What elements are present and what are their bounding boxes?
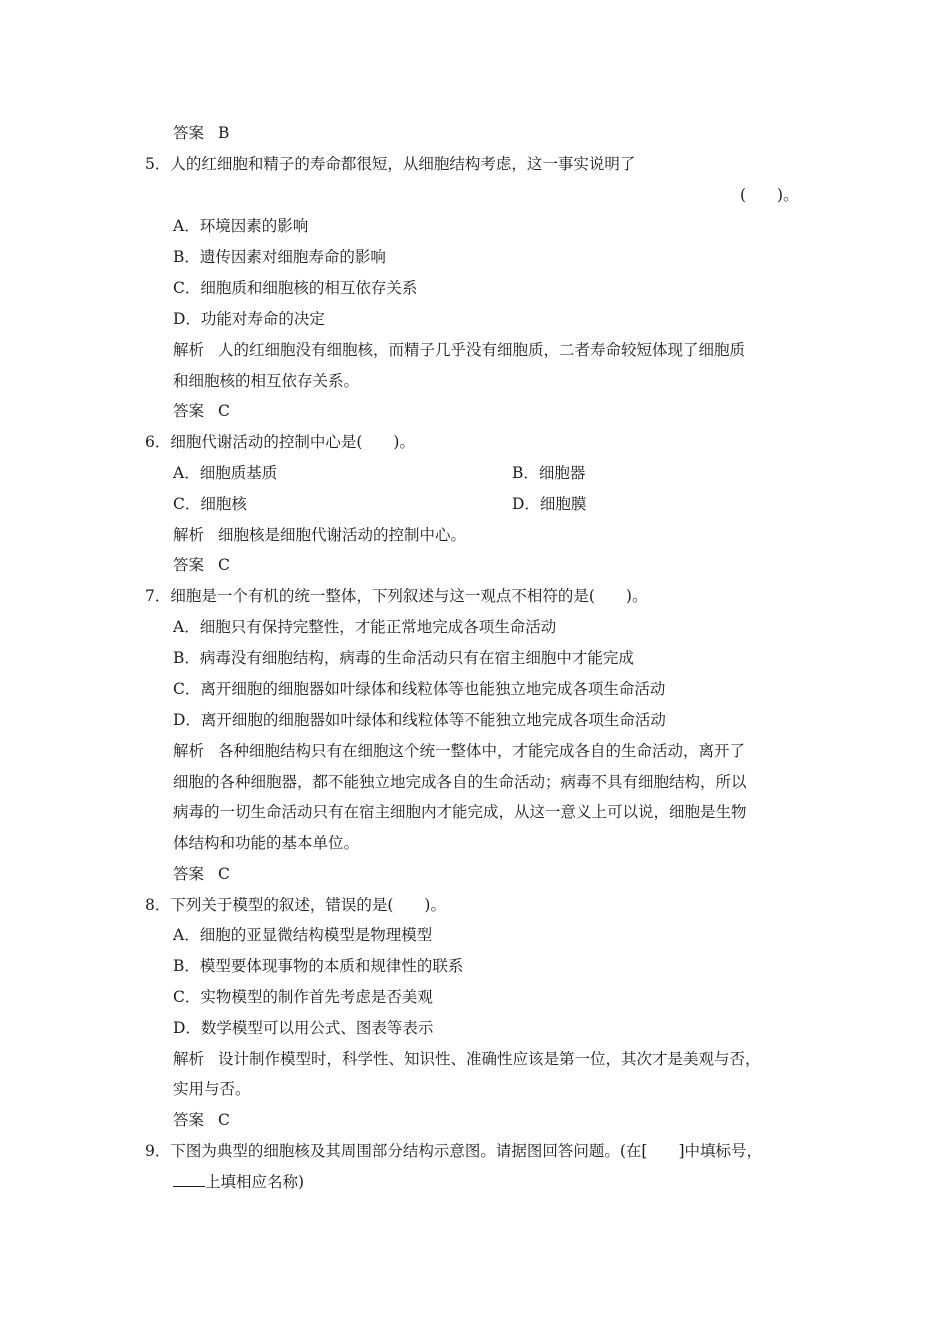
answer-line-q6 bbox=[173, 555, 230, 575]
option-b: B．细胞器 bbox=[512, 464, 586, 482]
option-a: A．细胞质基质 bbox=[173, 464, 278, 482]
analysis-text: 细胞核是细胞代谢活动的控制中心。 bbox=[218, 526, 467, 544]
option-d: D．离开细胞的细胞器如叶绿体和线粒体等不能独立地完成各项生命活动 bbox=[173, 711, 666, 729]
question-8-stem bbox=[145, 895, 446, 915]
option-b: B．病毒没有细胞结构，病毒的生命活动只有在宿主细胞中才能完成 bbox=[173, 649, 634, 667]
question-text: 下图为典型的细胞核及其周围部分结构示意图。请据图回答问题。(在[ ]中填标号， bbox=[170, 1142, 763, 1160]
answer-value: C bbox=[218, 402, 230, 420]
answer-line-q4 bbox=[173, 123, 229, 143]
option-b: B．模型要体现事物的本质和规律性的联系 bbox=[173, 957, 464, 975]
fill-blank bbox=[173, 1172, 205, 1187]
question-text: 细胞代谢活动的控制中心是( )。 bbox=[170, 433, 415, 451]
answer-label: 答案 bbox=[173, 402, 205, 420]
question-9-stem bbox=[145, 1141, 762, 1161]
answer-line-q7 bbox=[173, 864, 230, 884]
analysis-text: 各种细胞结构只有在细胞这个统一整体中，才能完成各自的生命活动，离开了 bbox=[218, 742, 746, 760]
answer-value: C bbox=[218, 865, 230, 883]
option-d: D．数学模型可以用公式、图表等表示 bbox=[173, 1019, 434, 1037]
answer-label: 答案 bbox=[173, 865, 205, 883]
answer-value: B bbox=[218, 124, 230, 142]
option-c: C．实物模型的制作首先考虑是否美观 bbox=[173, 988, 433, 1006]
analysis-label: 解析 bbox=[173, 742, 205, 760]
answer-label: 答案 bbox=[173, 124, 205, 142]
option-a: A．细胞的亚显微结构模型是物理模型 bbox=[173, 926, 433, 944]
question-text: 细胞是一个有机的统一整体，下列叙述与这一观点不相符的是( )。 bbox=[170, 587, 648, 605]
answer-label: 答案 bbox=[173, 1111, 205, 1129]
option-c: C．细胞核 bbox=[173, 495, 247, 513]
option-c: C．细胞质和细胞核的相互依存关系 bbox=[173, 279, 418, 297]
answer-line-q8 bbox=[173, 1110, 230, 1130]
question-number: 5． bbox=[145, 155, 171, 173]
answer-value: C bbox=[218, 1111, 230, 1129]
analysis-line bbox=[173, 525, 466, 545]
answer-value: C bbox=[218, 556, 230, 574]
analysis-label: 解析 bbox=[173, 341, 205, 359]
option-d: D．细胞膜 bbox=[512, 495, 587, 513]
question-number: 8． bbox=[145, 896, 171, 914]
question-5-stem bbox=[145, 154, 635, 174]
analysis-line bbox=[173, 741, 745, 761]
option-d: D．功能对寿命的决定 bbox=[173, 310, 325, 328]
option-a: A．环境因素的影响 bbox=[173, 217, 309, 235]
answer-label: 答案 bbox=[173, 556, 205, 574]
question-number: 7． bbox=[145, 587, 171, 605]
analysis-line bbox=[173, 340, 745, 360]
analysis-label: 解析 bbox=[173, 1050, 205, 1068]
question-6-stem bbox=[145, 432, 415, 452]
option-a: A．细胞只有保持完整性，才能正常地完成各项生命活动 bbox=[173, 618, 557, 636]
question-9-stem-cont bbox=[173, 1172, 304, 1192]
question-7-stem bbox=[145, 586, 647, 606]
question-text: 下列关于模型的叙述，错误的是( )。 bbox=[170, 896, 446, 914]
analysis-line: 细胞的各种细胞器，都不能独立地完成各自的生命活动；病毒不具有细胞结构，所以 bbox=[173, 773, 747, 791]
analysis-text: 设计制作模型时，科学性、知识性、准确性应该是第一位，其次才是美观与否， bbox=[218, 1050, 761, 1068]
analysis-label: 解析 bbox=[173, 526, 205, 544]
question-5-paren: ( )。 bbox=[740, 186, 799, 204]
analysis-text: 人的红细胞没有细胞核，而精子几乎没有细胞质，二者寿命较短体现了细胞质 bbox=[218, 341, 746, 359]
analysis-line: 体结构和功能的基本单位。 bbox=[173, 834, 360, 852]
analysis-line: 和细胞核的相互依存关系。 bbox=[173, 372, 360, 390]
option-c: C．离开细胞的细胞器如叶绿体和线粒体等也能独立地完成各项生命活动 bbox=[173, 680, 666, 698]
question-text: 人的红细胞和精子的寿命都很短，从细胞结构考虑，这一事实说明了 bbox=[170, 155, 636, 173]
question-number: 9． bbox=[145, 1142, 171, 1160]
question-text: 上填相应名称) bbox=[205, 1173, 305, 1191]
analysis-line bbox=[173, 1049, 761, 1069]
option-b: B．遗传因素对细胞寿命的影响 bbox=[173, 248, 386, 266]
answer-line-q5 bbox=[173, 401, 230, 421]
analysis-line: 病毒的一切生命活动只有在宿主细胞内才能完成，从这一意义上可以说，细胞是生物 bbox=[173, 803, 747, 821]
question-number: 6． bbox=[145, 433, 171, 451]
analysis-line: 实用与否。 bbox=[173, 1080, 251, 1098]
